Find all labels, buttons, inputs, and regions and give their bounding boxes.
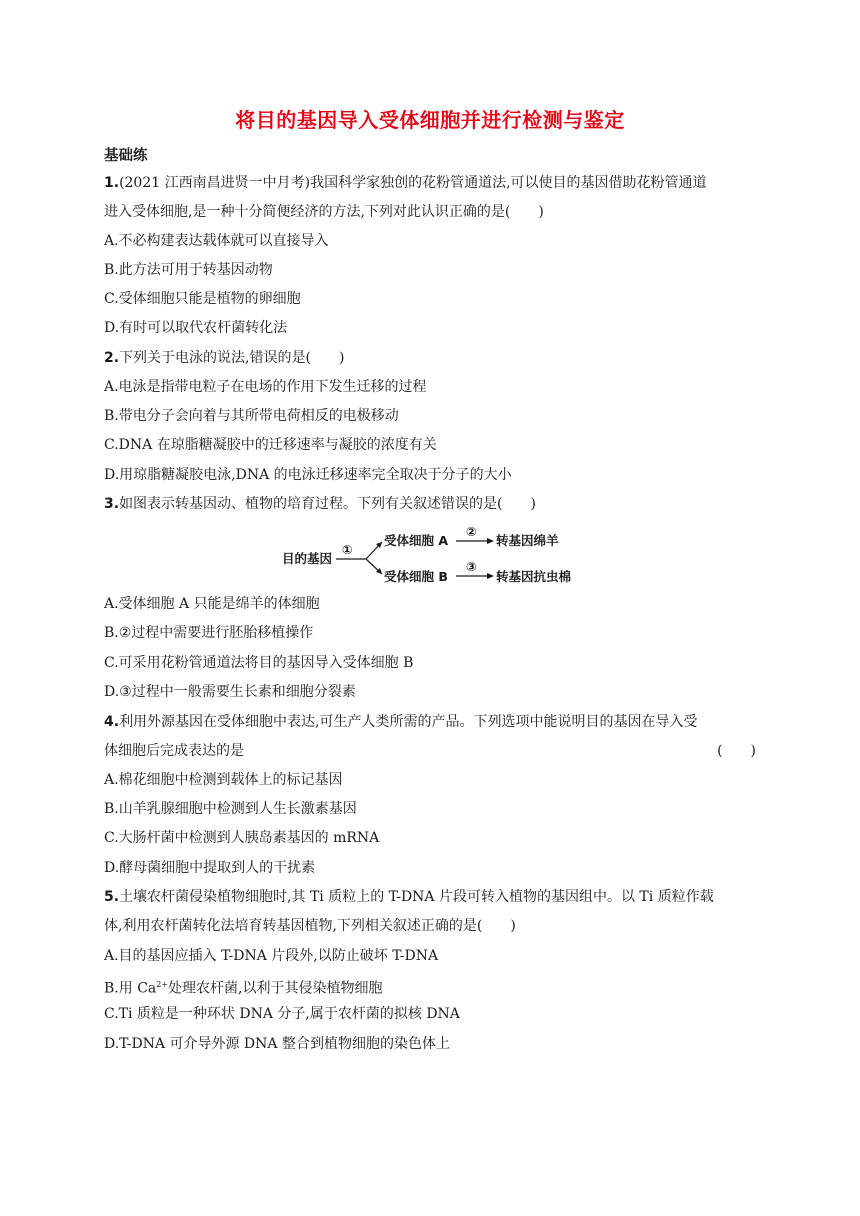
answer-blank: ( ) xyxy=(717,743,756,759)
question-2-option-a: A.电泳是指带电粒子在电场的作用下发生迁移的过程 xyxy=(104,379,427,395)
diagram-step-2: ② xyxy=(466,526,477,539)
diagram-source-label: 目的基因 xyxy=(282,551,333,566)
question-3-option-d: D.③过程中一般需要生长素和细胞分裂素 xyxy=(104,684,356,700)
question-5-stem-line-2: 体,利用农杆菌转化法培育转基因植物,下列相关叙述正确的是( ) xyxy=(104,918,516,934)
question-4-stem-line-2: 体细胞后完成表达的是 ( ) xyxy=(104,743,756,759)
question-number: 1. xyxy=(104,175,120,191)
question-5-option-d: D.T-DNA 可介导外源 DNA 整合到植物细胞的染色体上 xyxy=(104,1036,450,1052)
question-number: 5. xyxy=(104,889,120,905)
question-3-stem: 3.如图表示转基因动、植物的培育过程。下列有关叙述错误的是( ) xyxy=(104,496,536,512)
section-heading: 基础练 xyxy=(104,148,148,164)
question-4-option-b: B.山羊乳腺细胞中检测到人生长激素基因 xyxy=(104,801,357,817)
question-5-option-b: B.用 $Ca^{2+}$处理农杆菌,以利于其侵染植物细胞 xyxy=(104,980,383,997)
question-5-stem-line-1: 5.土壤农杆菌侵染植物细胞时,其 Ti 质粒上的 T-DNA 片段可转入植物的基因组中。以 Ti 质粒作载 xyxy=(104,889,714,905)
question-1-option-c: C.受体细胞只能是植物的卵细胞 xyxy=(104,291,301,307)
question-number: 2. xyxy=(104,350,120,366)
question-5-option-c: C.Ti 质粒是一种环状 DNA 分子,属于农杆菌的拟核 DNA xyxy=(104,1006,460,1022)
question-5-option-a: A.目的基因应插入 T-DNA 片段外,以防止破坏 T-DNA xyxy=(104,948,439,964)
question-number: 4. xyxy=(104,714,120,730)
question-2-stem: 2.下列关于电泳的说法,错误的是( ) xyxy=(104,350,345,366)
question-3-option-a: A.受体细胞 A 只能是绵羊的体细胞 xyxy=(104,596,320,612)
question-2-option-c: C.DNA 在琼脂糖凝胶中的迁移速率与凝胶的浓度有关 xyxy=(104,437,437,453)
diagram-result-a: 转基因绵羊 xyxy=(496,533,559,548)
question-1-stem-line-1: 1.(2021 江西南昌进贤一中月考)我国科学家独创的花粉管通道法,可以使目的基因借助花粉管通道 xyxy=(104,175,707,191)
question-4-option-d: D.酵母菌细胞中提取到人的干扰素 xyxy=(104,860,316,876)
diagram-step-3: ③ xyxy=(466,559,477,574)
question-1-option-b: B.此方法可用于转基因动物 xyxy=(104,262,273,278)
diagram-cell-a: 受体细胞 A xyxy=(384,533,449,548)
diagram-arrowhead-2 xyxy=(487,538,494,544)
question-3-option-b: B.②过程中需要进行胚胎移植操作 xyxy=(104,625,314,641)
question-2-option-d: D.用琼脂糖凝胶电泳,DNA 的电泳迁移速率完全取决于分子的大小 xyxy=(104,467,512,483)
question-4-option-a: A.棉花细胞中检测到载体上的标记基因 xyxy=(104,772,343,788)
question-1-option-d: D.有时可以取代农杆菌转化法 xyxy=(104,320,288,336)
question-4-stem-line-1: 4.利用外源基因在受体细胞中表达,可生产人类所需的产品。下列选项中能说明目的基因在导入受 xyxy=(104,714,698,730)
page-title: 将目的基因导入受体细胞并进行检测与鉴定 xyxy=(235,108,625,132)
question-4-option-c: C.大肠杆菌中检测到人胰岛素基因的 mRNA xyxy=(104,830,380,846)
superscript: 2+ xyxy=(156,980,169,989)
question-2-option-b: B.带电分子会向着与其所带电荷相反的电极移动 xyxy=(104,408,399,424)
question-3-option-c: C.可采用花粉管通道法将目的基因导入受体细胞 B xyxy=(104,655,414,671)
diagram-result-b: 转基因抗虫棉 xyxy=(496,569,572,584)
diagram-step-1: ① xyxy=(342,542,353,557)
question-1-stem-line-2: 进入受体细胞,是一种十分简便经济的方法,下列对此认识正确的是( ) xyxy=(104,204,544,220)
question-1-option-a: A.不必构建表达载体就可以直接导入 xyxy=(104,233,329,249)
question-number: 3. xyxy=(104,496,120,512)
diagram-cell-b: 受体细胞 B xyxy=(384,569,448,584)
transgenic-process-diagram xyxy=(282,526,582,586)
diagram-arrowhead-3 xyxy=(487,573,494,579)
